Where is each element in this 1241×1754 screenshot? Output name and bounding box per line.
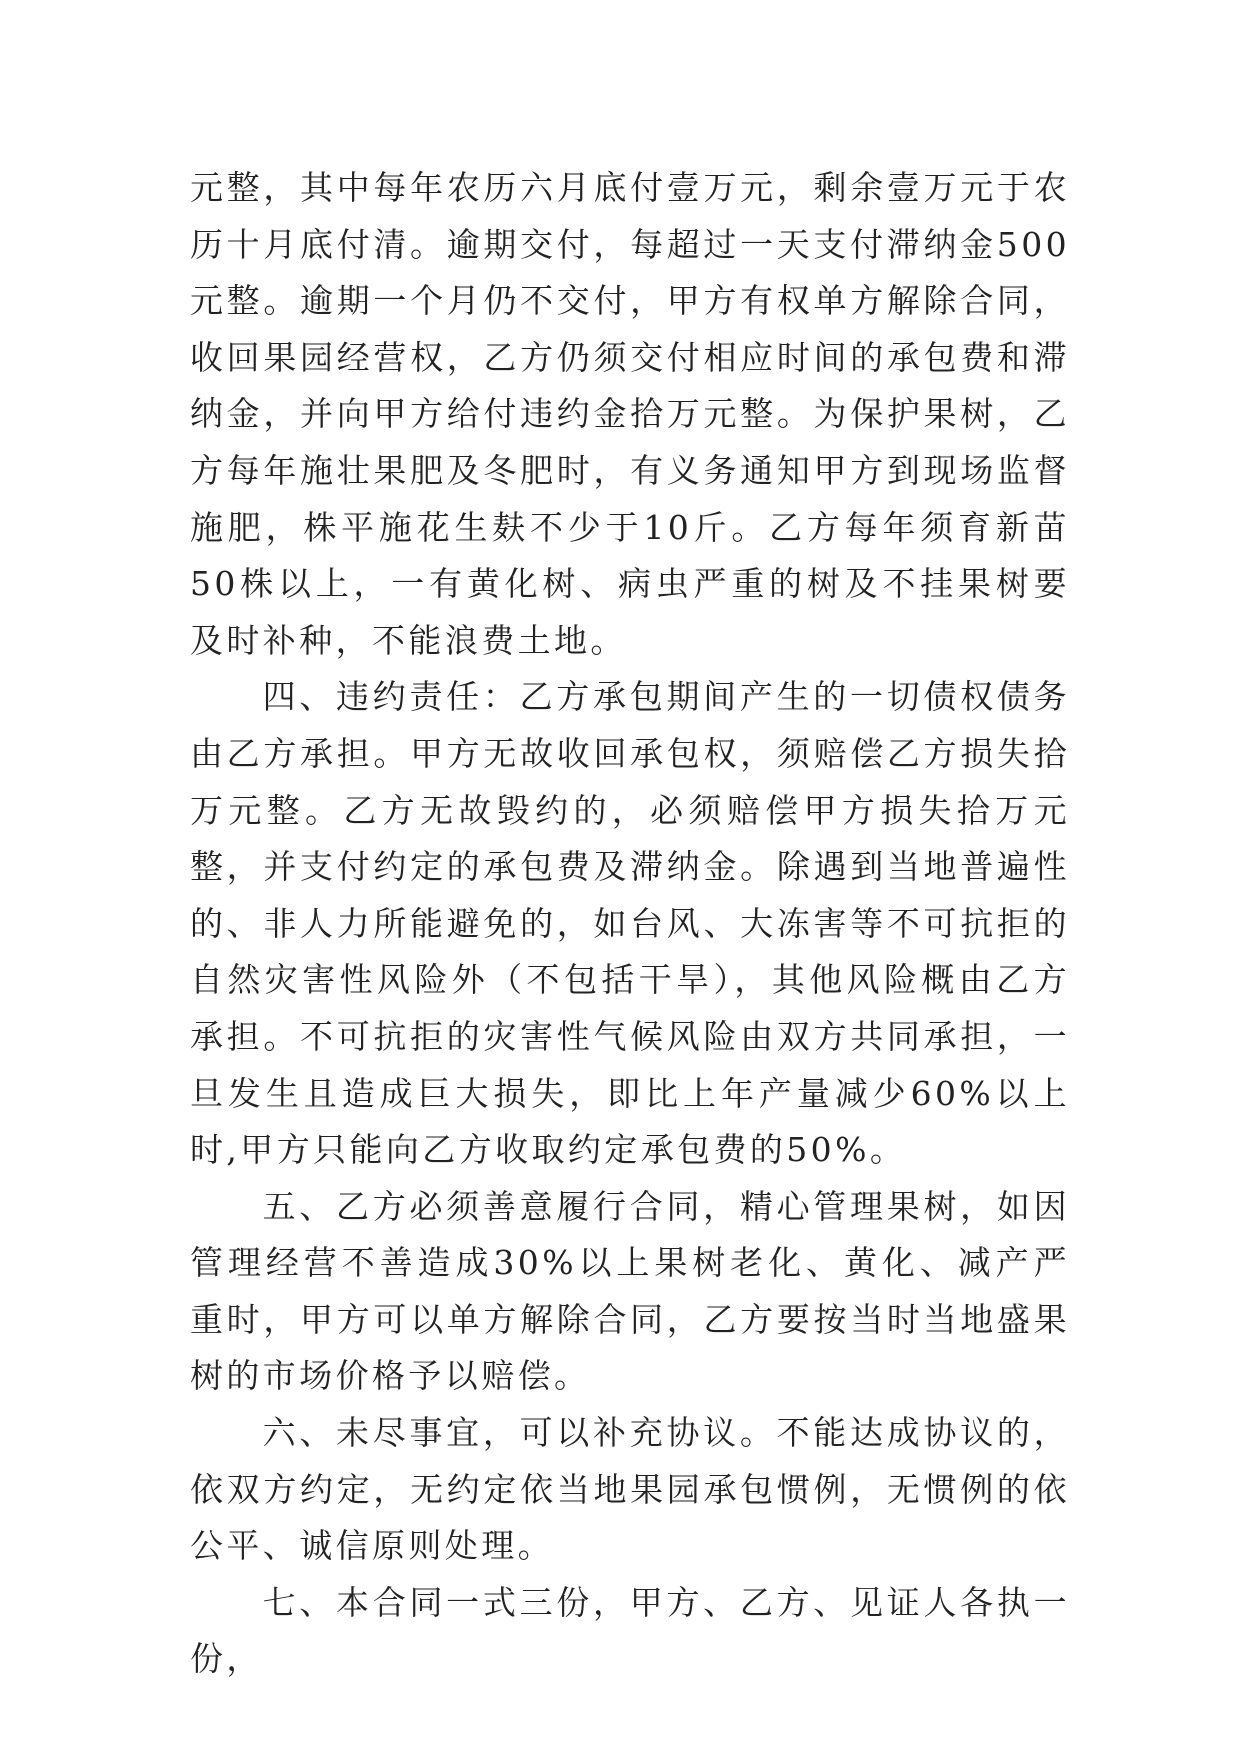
paragraph-clause-6-supplementary: 六、未尽事宜，可以补充协议。不能达成协议的，依双方约定，无约定依当地果园承包惯例，无惯例的依公平、诚信原则处理。: [190, 1413, 1070, 1566]
paragraph-clause-5-management: 五、乙方必须善意履行合同，精心管理果树，如因管理经营不善造成30%以上果树老化、黄化、减产严重时，甲方可以单方解除合同，乙方要按当时当地盛果树的市场价格予以赔偿。: [190, 1186, 1070, 1396]
paragraph-clause-7-copies: 七、本合同一式三份，甲方、乙方、见证人各执一份，: [190, 1582, 1070, 1679]
contract-body: [190, 160, 1070, 1688]
paragraph-clause-4-liability: 四、违约责任：乙方承包期间产生的一切债权债务由乙方承担。甲方无故收回承包权，须赔偿乙方损失拾万元整。乙方无故毁约的，必须赔偿甲方损失拾万元整，并支付约定的承包费及滞纳金。除遇到当地普遍性的、非人力所能避免的，如台风、大冻害等不可抗拒的自然灾害性风险外（不包括干旱），其他风险概由乙方承担。不可抗拒的灾害性气候风险由双方共同承担，一旦发生且造成巨大损失，即比上年产量减少60%以上时,甲方只能向乙方收取约定承包费的50%。: [190, 677, 1070, 1170]
paragraph-payment-terms: 元整，其中每年农历六月底付壹万元，剩余壹万元于农历十月底付清。逾期交付，每超过一天支付滞纳金500元整。逾期一个月仍不交付，甲方有权单方解除合同，收回果园经营权，乙方仍须交付相应时间的承包费和滞纳金，并向甲方给付违约金拾万元整。为保护果树，乙方每年施壮果肥及冬肥时，有义务通知甲方到现场监督施肥，株平施花生麸不少于10斤。乙方每年须育新苗50株以上，一有黄化树、病虫严重的树及不挂果树要及时补种，不能浪费土地。: [190, 168, 1070, 660]
